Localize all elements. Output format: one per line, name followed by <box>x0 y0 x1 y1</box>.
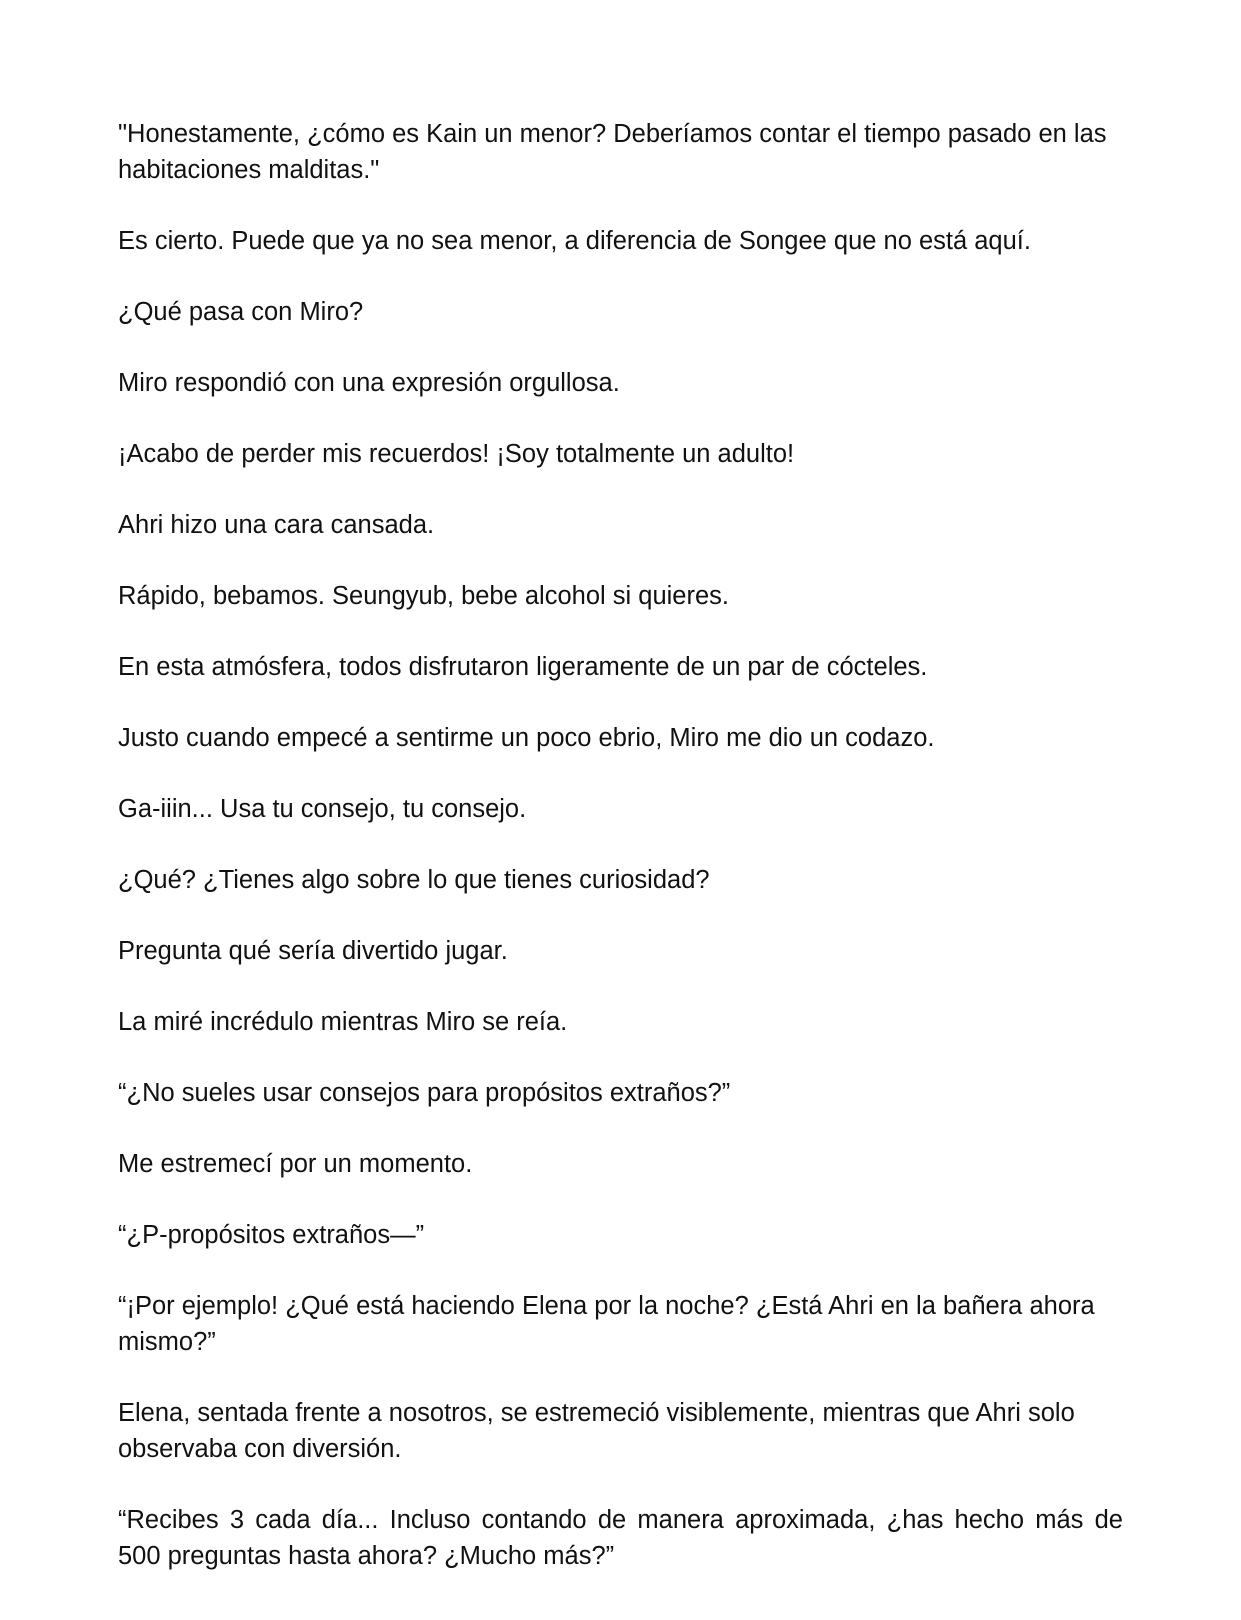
paragraph: Ga-iiin... Usa tu consejo, tu consejo. <box>118 795 527 823</box>
paragraph: “¡Por ejemplo! ¿Qué está haciendo Elena por la noche? ¿Está Ahri en la bañera ahora mismo?” <box>118 1292 1095 1356</box>
paragraph: "Honestamente, ¿cómo es Kain un menor? Deberíamos contar el tiempo pasado en las habitaciones malditas." <box>118 120 1107 184</box>
paragraph: ¿Qué? ¿Tienes algo sobre lo que tienes curiosidad? <box>118 866 710 894</box>
paragraph: ¿Qué pasa con Miro? <box>118 298 364 326</box>
paragraph: ¡Acabo de perder mis recuerdos! ¡Soy totalmente un adulto! <box>118 440 795 468</box>
paragraph: En esta atmósfera, todos disfrutaron ligeramente de un par de cócteles. <box>118 653 928 681</box>
paragraph: Miro respondió con una expresión orgullosa. <box>118 369 620 397</box>
paragraph: Elena, sentada frente a nosotros, se estremeció visiblemente, mientras que Ahri solo observaba con diversión. <box>118 1399 1075 1463</box>
paragraph: Pregunta qué sería divertido jugar. <box>118 937 508 965</box>
paragraph: La miré incrédulo mientras Miro se reía. <box>118 1008 568 1036</box>
paragraph: “Recibes 3 cada día... Incluso contando de manera aproximada, ¿has hecho más de 500 preguntas hasta ahora? ¿Mucho más?” <box>118 1506 1123 1570</box>
paragraph: “¿No sueles usar consejos para propósitos extraños?” <box>118 1079 731 1107</box>
paragraph: Ahri hizo una cara cansada. <box>118 511 435 539</box>
document-page <box>118 116 1123 1609</box>
paragraph: Me estremecí por un momento. <box>118 1150 473 1178</box>
paragraph: Es cierto. Puede que ya no sea menor, a diferencia de Songee que no está aquí. <box>118 227 1031 255</box>
paragraph: Rápido, bebamos. Seungyub, bebe alcohol si quieres. <box>118 582 729 610</box>
paragraph: “¿P-propósitos extraños—” <box>118 1221 425 1249</box>
paragraph: Justo cuando empecé a sentirme un poco ebrio, Miro me dio un codazo. <box>118 724 935 752</box>
